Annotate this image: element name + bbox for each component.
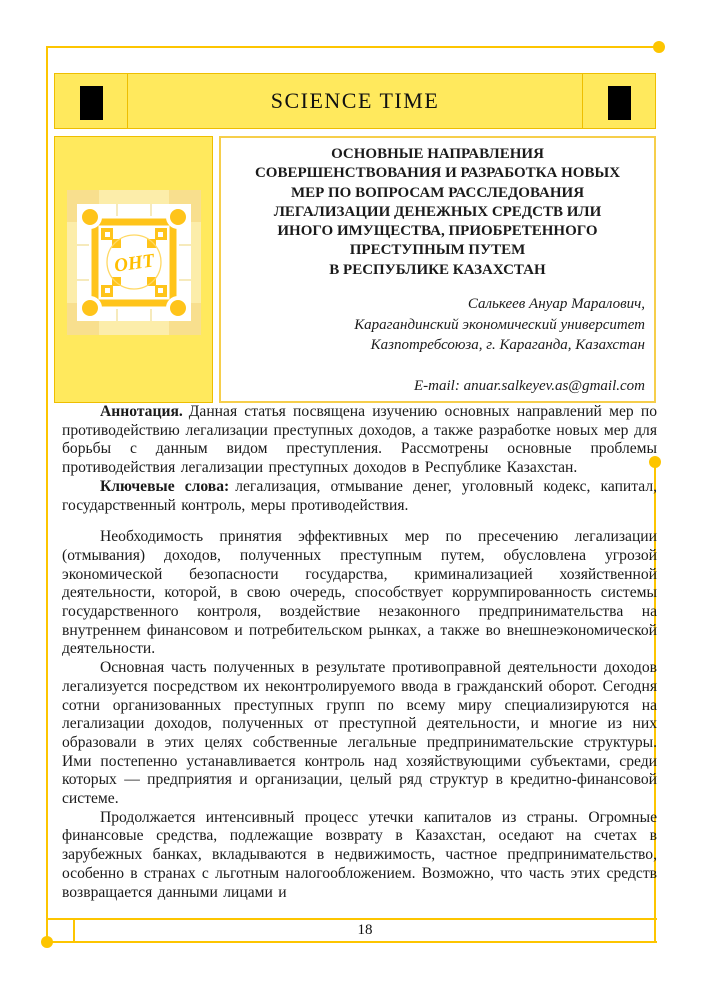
header-center-cell [128,74,582,128]
abstract-paragraph [62,403,657,478]
title-line: СОВЕРШЕНСТВОВАНИЯ И РАЗРАБОТКА НОВЫХ [254,165,621,182]
abstract-text: Данная статья посвящена изучению основных направлений мер по противодействию легализации преступных доходов, а также разработке новых мер для борьбы с данным видом преступления. Рассмотрены основные проблемы противодействия легализации преступных доходов в Республике Казахстан. [62,403,657,477]
journal-title: SCIENCE TIME [270,88,440,113]
article-title [221,145,654,280]
journal-header [54,73,656,129]
header-left-mark [80,86,103,120]
header-right-mark [608,86,631,120]
header-right-cell [582,74,655,128]
header-left-cell [55,74,128,128]
keywords-label: Ключевые слова: [100,477,230,495]
frame-left-line [46,46,48,943]
keywords-text: легализация, отмывание денег, уголовный кодекс, капитал, государственный контроль, меры противодействия. [62,477,657,514]
footer-bottom-line [47,941,657,943]
author-name: Салькеев Ануар Маралович, [467,296,645,313]
page-number: 18 [357,922,373,938]
article-body [62,403,657,917]
corner-dot-top-right [653,41,665,53]
author-affiliation: Казпотребсоюза, г. Караганда, Казахстан [370,337,645,354]
article-header-box [219,136,656,403]
body-paragraph: Необходимость принятия эффективных мер по пресечению легализации (отмывания) доходов, полученных преступным путем, обусловлена угрозой экономической безопасности государства, криминализацией хозяйственной деятельности, которой, в свою очередь, способствует коррумпированность системы государственного контроля, воздействие незаконного предпринимательства на внутреннем финансовом и потребительском рынках, а также во внешнеэкономической деятельности. [62,528,657,658]
title-line: ЛЕГАЛИЗАЦИИ ДЕНЕЖНЫХ СРЕДСТВ ИЛИ [273,203,602,220]
frame-top-line [47,46,658,48]
keywords-paragraph [62,478,657,515]
journal-ornament-logo [67,190,201,335]
email-line: E-mail: anuar.salkeyev.as@gmail.com [414,378,645,394]
logo-monogram: ОНТ [112,250,156,277]
body-paragraph: Основная часть полученных в результате противоправной деятельности доходов легализуется посредством их неконтролируемого ввода в гражданский оборот. Сегодня сотни организованных преступных групп по всему миру специализируются на легализации доходов, полученных от преступной деятельности, и многие из них образовали в этих целях собственные легальные предпринимательские структуры. Ими постепенно устанавливается контроль над хозяйствующими субъектами, среди которых — предприятия и организации, целый ряд структур в кредитно-финансовой системе. [62,659,657,808]
title-line: ОСНОВНЫЕ НАПРАВЛЕНИЯ [331,146,544,162]
title-line: МЕР ПО ВОПРОСАМ РАССЛЕДОВАНИЯ [290,184,585,201]
author-affiliation: Карагандинский экономический университет [354,316,645,333]
title-line: ИНОГО ИМУЩЕСТВА, ПРИОБРЕТЕННОГО [277,223,598,240]
abstract-label: Аннотация. [100,403,183,420]
title-line: ПРЕСТУПНЫМ ПУТЕМ [349,242,526,259]
author-block [221,294,654,356]
logo-panel [54,136,213,403]
title-line: В РЕСПУБЛИКЕ КАЗАХСТАН [329,261,546,278]
body-paragraph: Продолжается интенсивный процесс утечки капиталов из страны. Огромные финансовые средства, подлежащие возврату в Казахстан, оседают на счетах в зарубежных банках, вкладываются в недвижимость, частное предпринимательство, особенно в странах с льготным налогообложением. Возможно, что часть этих средств возвращается данными лицами и [62,808,657,901]
